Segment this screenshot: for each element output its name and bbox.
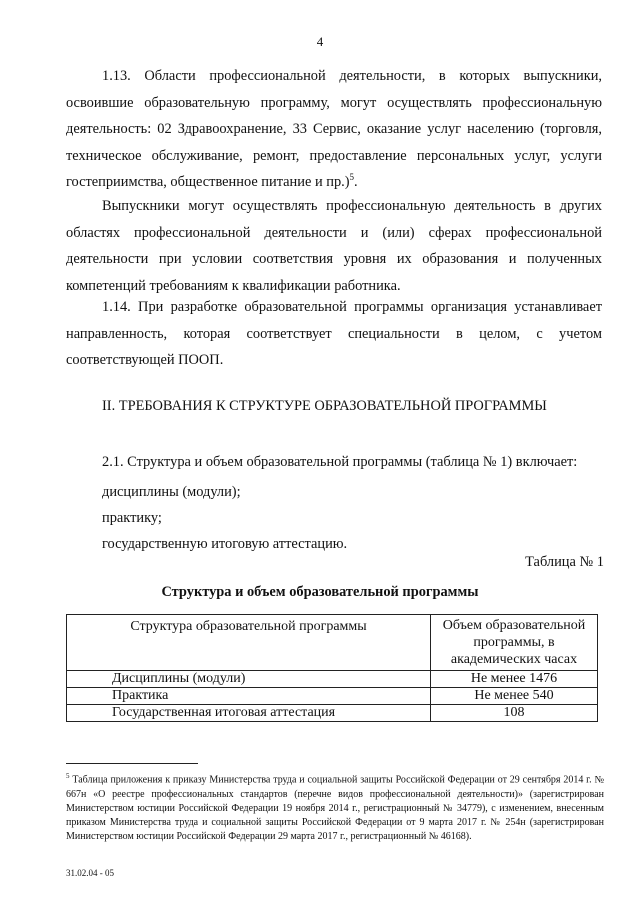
footnote-marker: 5 (66, 772, 70, 780)
table-number: Таблица № 1 (525, 554, 604, 570)
table-header-row (67, 615, 598, 671)
structure-intro: 2.1. Структура и объем образовательной программы (таблица № 1) включает: (102, 454, 578, 470)
section-heading: II. ТРЕБОВАНИЯ К СТРУКТУРЕ ОБРАЗОВАТЕЛЬНОЙ ПРОГРАММЫ (102, 398, 547, 414)
table-header-volume: Объем образовательной программы, в академических часах (431, 615, 598, 671)
table-row (67, 688, 598, 705)
list-item: практику; (102, 510, 162, 526)
paragraph-1-13-text: 1.13. Области профессиональной деятельности, в которых выпускники, освоившие образовательную программу, могут осуществлять профессиональную деятельность: 02 Здравоохранение, 33 Сервис, оказание услуг населению (торговля, техническое обслуживание, ремонт, предоставление персональных услуг, услуги гостеприимства, общественное питание и пр.) (66, 68, 602, 191)
paragraph-1-13 (66, 63, 602, 196)
footnote-separator (66, 763, 198, 764)
paragraph-1-13-end: . (354, 174, 358, 191)
footnote-text: Таблица приложения к приказу Министерства труда и социальной защиты Российской Федерации от 29 сентября 2014 г. № 667н «О реестре профессиональных стандартов (перечне видов профессиональной деятельности)» (зарегистрирован Министерством юстиции Российской Федерации 19 ноября 2014 г., регистрационный № 34779), с изменением, внесенным приказом Министерства труда и социальной защиты Российской Федерации от 9 марта 2017 г. № 254н (зарегистрирован Министерством юстиции Российской Федерации 29 марта 2017 г., регистрационный № 46168). (66, 774, 605, 843)
list-item: дисциплины (модули); (102, 484, 241, 500)
list-item: государственную итоговую аттестацию. (102, 536, 348, 552)
table-title: Структура и объем образовательной программы (161, 584, 479, 600)
table-cell-name: Практика (67, 688, 431, 705)
table-cell-value: 108 (431, 705, 598, 722)
paragraph-1-14: 1.14. При разработке образовательной программы организация устанавливает направленность, которая соответствует специальности в целом, с учетом соответствующей ПООП. (66, 299, 602, 369)
document-code: 31.02.04 - 05 (66, 868, 114, 878)
footnote-reference: 5 (349, 172, 355, 183)
table-header-structure: Структура образовательной программы (67, 615, 431, 671)
table-row (67, 671, 598, 688)
table-cell-name: Дисциплины (модули) (67, 671, 431, 688)
page-number: 4 (316, 34, 324, 49)
table-row (67, 705, 598, 722)
footnote (66, 769, 604, 844)
paragraph-graduates: Выпускники могут осуществлять профессиональную деятельность в других областях профессиональной деятельности и (или) сферах профессиональной деятельности при условии соответствия уровня их образования и полученных компетенций требованиям к квалификации работника. (66, 198, 602, 294)
table-cell-value: Не менее 1476 (431, 671, 598, 688)
structure-table (66, 614, 598, 722)
table-cell-name: Государственная итоговая аттестация (67, 705, 431, 722)
table-cell-value: Не менее 540 (431, 688, 598, 705)
